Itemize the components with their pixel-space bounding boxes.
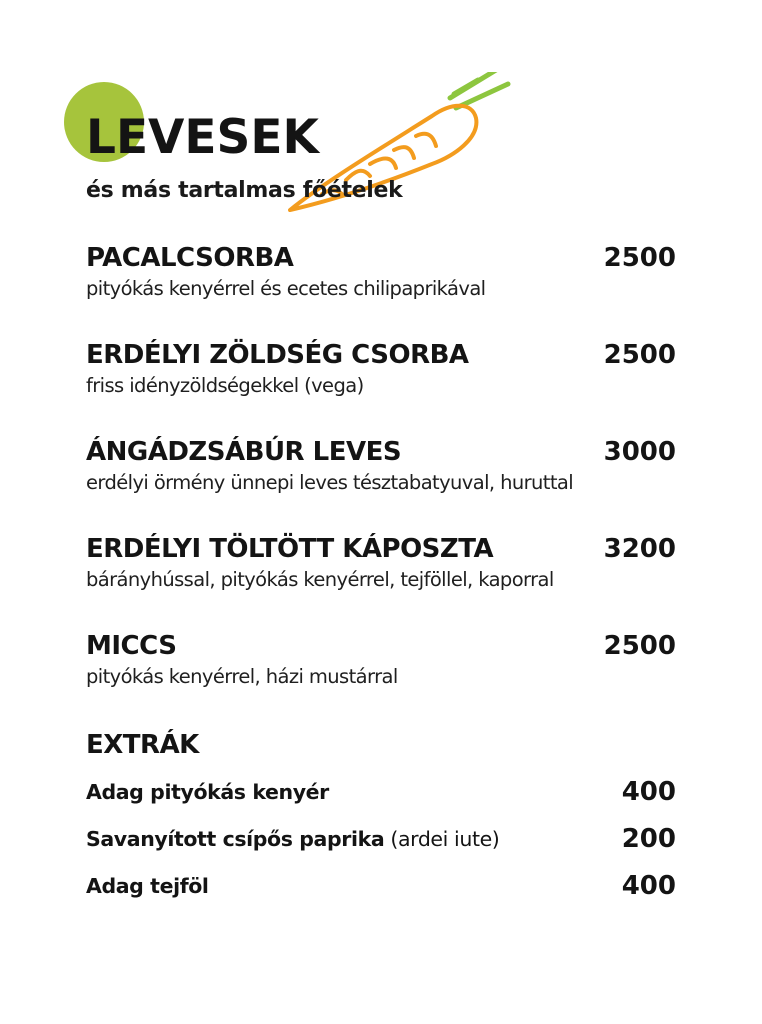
extra-price: 400 [621,777,676,807]
item-price: 2500 [603,243,676,273]
extra-item [86,869,676,903]
extras-heading: EXTRÁK [86,730,199,760]
menu-item [86,531,676,593]
extra-item [86,822,676,856]
extra-price: 400 [621,871,676,901]
menu-item [86,434,676,496]
item-description: bárányhússal, pityókás kenyérrel, tejföllel, kaporral [86,568,554,591]
item-price: 3200 [603,534,676,564]
item-description: erdélyi örmény ünnepi leves tésztabatyuval, huruttal [86,471,574,494]
menu-item [86,337,676,399]
extra-item [86,775,676,809]
extra-price: 200 [621,824,676,854]
item-name: ÁNGÁDZSÁBÚR LEVES [86,437,402,467]
menu-item [86,628,676,690]
extra-name: Savanyított csípős paprika (ardei iute) [86,827,500,851]
item-price: 3000 [603,437,676,467]
page-subtitle: és más tartalmas főételek [86,178,403,203]
item-price: 2500 [603,340,676,370]
menu-header [86,80,546,230]
item-name: PACALCSORBA [86,243,294,273]
extra-note: (ardei iute) [390,827,500,851]
extra-name: Adag tejföl [86,874,209,898]
item-description: pityókás kenyérrel és ecetes chilipaprikával [86,277,486,300]
item-description: pityókás kenyérrel, házi mustárral [86,665,398,688]
menu-item [86,240,676,302]
item-description: friss idényzöldségekkel (vega) [86,374,364,397]
item-price: 2500 [603,631,676,661]
extra-name: Adag pityókás kenyér [86,780,329,804]
item-name: MICCS [86,631,177,661]
item-name: ERDÉLYI ZÖLDSÉG CSORBA [86,340,469,370]
item-name: ERDÉLYI TÖLTÖTT KÁPOSZTA [86,534,494,564]
page-title: LEVESEK [86,110,319,165]
